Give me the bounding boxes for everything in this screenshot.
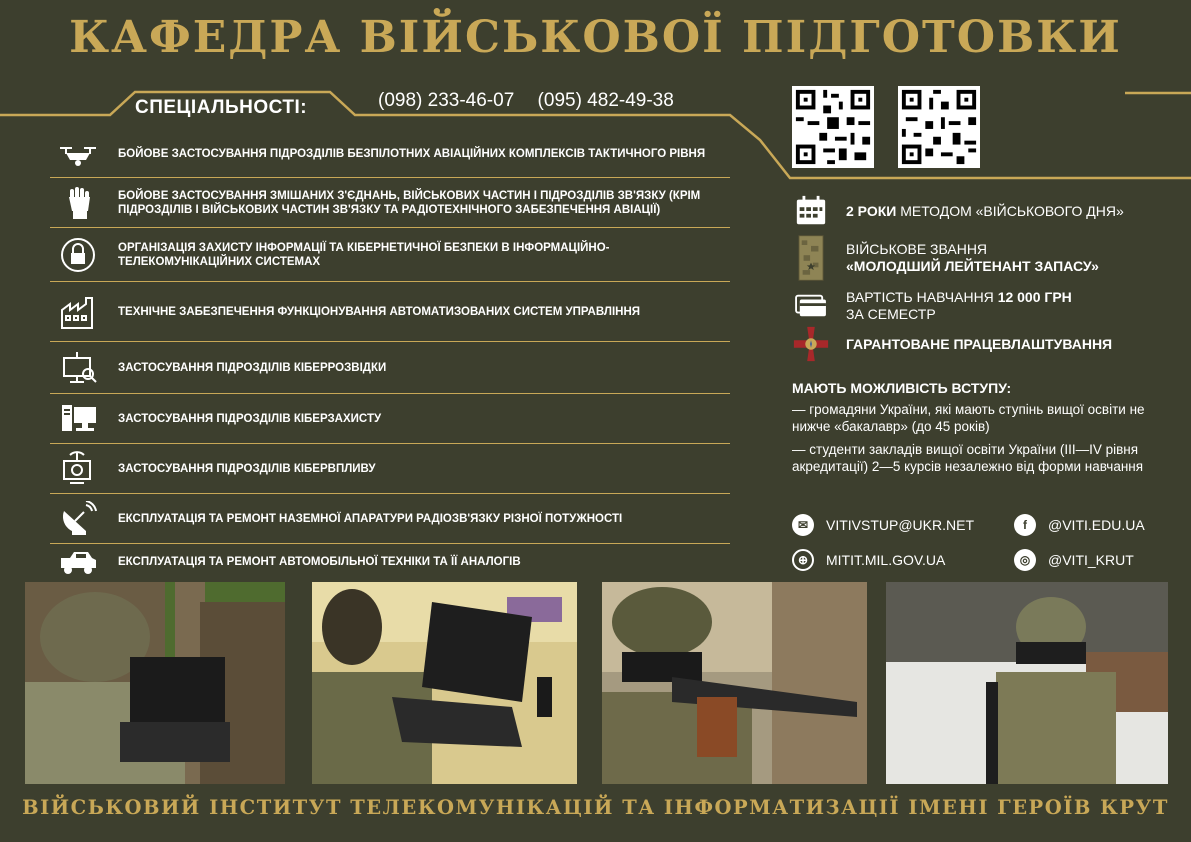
list-item (50, 178, 730, 228)
list-item (50, 444, 730, 494)
satellite-dish-icon (50, 499, 106, 539)
computer-icon (50, 399, 106, 439)
specialties-heading: СПЕЦІАЛЬНОСТІ: (135, 97, 308, 118)
duration-value: 2 РОКИ (846, 202, 897, 219)
list-item (50, 494, 730, 544)
credit-card-icon (792, 287, 830, 325)
cyber-influence-icon (50, 449, 106, 489)
specialty-text: ЗАСТОСУВАННЯ ПІДРОЗДІЛІВ КІБЕРРОЗВІДКИ (118, 361, 387, 374)
fist-icon (50, 183, 106, 223)
duration-method: МЕТОДОМ «ВІЙСЬКОВОГО ДНЯ» (896, 202, 1124, 219)
info-cost (792, 287, 1072, 325)
employment-text: ГАРАНТОВАНЕ ПРАЦЕВЛАШТУВАННЯ (846, 335, 1113, 352)
list-item (50, 228, 730, 282)
facebook-text[interactable]: @VITI.EDU.UA (1048, 517, 1145, 533)
list-item (50, 544, 730, 580)
vehicle-icon (50, 542, 106, 582)
footer-institute-name: ВІЙСЬКОВИЙ ІНСТИТУТ ТЕЛЕКОМУНІКАЦІЙ ТА ІНФОРМАТИЗАЦІЇ ІМЕНІ ГЕРОЇВ КРУТ (22, 796, 1169, 819)
entry-item-students: — студенти закладів вищої освіти України (III—IV рівня акредитації) 2—5 курсів незалежно від форми навчання (792, 442, 1144, 474)
facebook-icon: f (1014, 514, 1036, 536)
entry-item-graduates: — громадяни України, які мають ступінь вищої освіти не нижче «бакалавр» (до 45 років) (792, 402, 1145, 434)
instagram-icon: ◎ (1014, 549, 1036, 571)
photo-soldier-laptop-desk (312, 582, 577, 784)
contact-instagram[interactable] (1014, 549, 1134, 571)
email-text[interactable]: VITIVSTUP@UKR.NET (826, 517, 975, 533)
specialty-text: ЗАСТОСУВАННЯ ПІДРОЗДІЛІВ КІБЕРЗАХИСТУ (118, 412, 382, 425)
instagram-text[interactable]: @VITI_KRUT (1048, 552, 1134, 568)
list-item (50, 394, 730, 444)
photo-soldier-rifle-aim (602, 582, 867, 784)
list-item (50, 342, 730, 394)
info-employment (792, 325, 1112, 363)
factory-icon (50, 292, 106, 332)
rank-label: ВІЙСЬКОВЕ ЗВАННЯ (846, 241, 988, 257)
specialty-text: ЕКСПЛУАТАЦІЯ ТА РЕМОНТ НАЗЕМНОЇ АПАРАТУРИ РАДІОЗВ'ЯЗКУ РІЗНОЇ ПОТУЖНОСТІ (118, 512, 623, 525)
phone-numbers (378, 90, 692, 112)
rank-value: «МОЛОДШИЙ ЛЕЙТЕНАНТ ЗАПАСУ» (846, 258, 1099, 274)
qr-code-icon (898, 86, 980, 168)
specialty-text: ТЕХНІЧНЕ ЗАБЕЗПЕЧЕННЯ ФУНКЦІОНУВАННЯ АВТОМАТИЗОВАНИХ СИСТЕМ УПРАВЛІННЯ (118, 305, 641, 318)
photo-soldier-snow (886, 582, 1168, 784)
cost-label: ВАРТІСТЬ НАВЧАННЯ (846, 289, 998, 305)
photo-soldier-laptop-trench (25, 582, 285, 784)
contact-website[interactable] (792, 549, 945, 571)
phone-number-2[interactable]: (095) 482-49-38 (537, 90, 674, 111)
entry-heading: МАЮТЬ МОЖЛИВІСТЬ ВСТУПУ: (792, 380, 1012, 396)
specialty-text: БОЙОВЕ ЗАСТОСУВАННЯ ЗМІШАНИХ З'ЄДНАНЬ, ВІЙСЬКОВИХ ЧАСТИН І ПІДРОЗДІЛІВ ЗВ'ЯЗКУ (КРІМ ПІДРОЗДІЛІВ І ВІЙСЬКОВИХ ЧАСТИН ЗВ'ЯЗКУ ТА РАДІОТЕХНІЧНОГО ЗАБЕЗПЕЧЕННЯ АВІАЦІЇ) (118, 189, 701, 216)
qr-code-1[interactable] (792, 86, 874, 168)
calendar-icon (792, 192, 830, 230)
page-title: КАФЕДРА ВІЙСЬКОВОЇ ПІДГОТОВКИ (69, 12, 1122, 63)
website-text[interactable]: MITIT.MIL.GOV.UA (826, 552, 946, 568)
phone-number-1[interactable]: (098) 233-46-07 (378, 90, 515, 111)
cyber-recon-icon (50, 348, 106, 388)
specialty-text: ОРГАНІЗАЦІЯ ЗАХИСТУ ІНФОРМАЦІЇ ТА КІБЕРНЕТИЧНОЇ БЕЗПЕКИ В ІНФОРМАЦІЙНО-ТЕЛЕКОМУНІКАЦІЙНИХ СИСТЕМАХ (118, 241, 610, 268)
contact-email[interactable] (792, 514, 974, 536)
email-icon: ✉ (792, 514, 814, 536)
specialty-text: ЕКСПЛУАТАЦІЯ ТА РЕМОНТ АВТОМОБІЛЬНОЇ ТЕХНІКИ ТА ЇЇ АНАЛОГІВ (118, 556, 521, 568)
drone-icon (50, 134, 106, 174)
globe-icon: ⊕ (792, 549, 814, 571)
cost-period: ЗА СЕМЕСТР (846, 306, 936, 322)
lock-icon (50, 235, 106, 275)
contact-facebook[interactable] (1014, 514, 1145, 536)
shoulder-strap-icon (792, 232, 830, 284)
list-item (50, 130, 730, 178)
info-duration (792, 192, 1124, 230)
specialty-text: ЗАСТОСУВАННЯ ПІДРОЗДІЛІВ КІБЕРВПЛИВУ (118, 462, 376, 475)
list-item (50, 282, 730, 342)
cost-value: 12 000 ГРН (997, 289, 1072, 305)
qr-code-2[interactable] (898, 86, 980, 168)
info-rank (792, 232, 1099, 284)
specialty-text: БОЙОВЕ ЗАСТОСУВАННЯ ПІДРОЗДІЛІВ БЕЗПІЛОТНИХ АВІАЦІЙНИХ КОМПЛЕКСІВ ТАКТИЧНОГО РІВНЯ (118, 147, 706, 160)
qr-code-icon (792, 86, 874, 168)
military-cross-emblem-icon (792, 325, 830, 363)
